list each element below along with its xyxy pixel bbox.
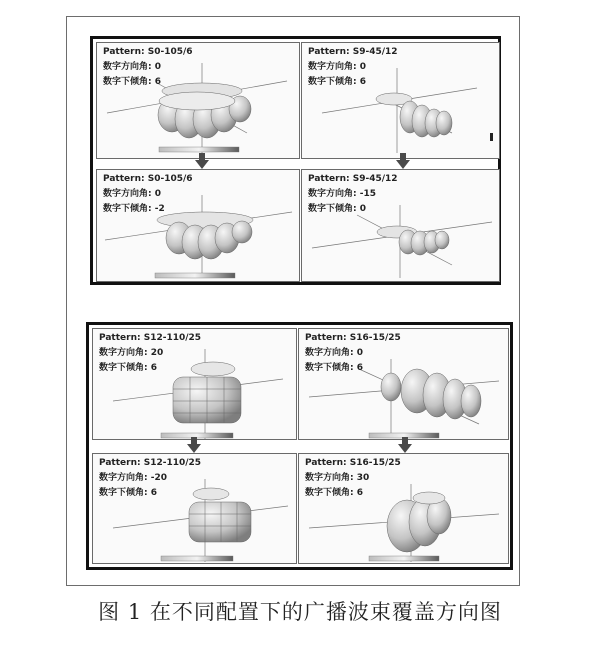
figure-caption: 图 1 在不同配置下的广播波束覆盖方向图 bbox=[98, 600, 502, 624]
panel-info bbox=[103, 45, 193, 90]
azimuth-label: 数字方向角: 20 bbox=[99, 348, 164, 358]
pattern-panel bbox=[301, 42, 500, 159]
tilt-label: 数字下倾角: 6 bbox=[103, 77, 161, 87]
azimuth-label: 数字方向角: -20 bbox=[99, 473, 167, 483]
azimuth-label: 数字方向角: -15 bbox=[308, 189, 376, 199]
pattern-label: Pattern: S9-45/12 bbox=[308, 174, 398, 184]
panel-info bbox=[308, 45, 398, 90]
panel-info bbox=[103, 172, 193, 217]
tilt-label: 数字下倾角: 0 bbox=[308, 204, 366, 214]
pattern-label: Pattern: S12-110/25 bbox=[99, 333, 202, 343]
azimuth-label: 数字方向角: 30 bbox=[305, 473, 370, 483]
down-arrow-icon bbox=[195, 153, 209, 169]
pattern-panel bbox=[96, 42, 300, 159]
azimuth-label: 数字方向角: 0 bbox=[305, 348, 363, 358]
panel-info bbox=[305, 331, 401, 376]
pattern-label: Pattern: S0-105/6 bbox=[103, 47, 193, 57]
panel-info bbox=[99, 331, 201, 376]
tilt-label: 数字下倾角: 6 bbox=[305, 363, 363, 373]
azimuth-label: 数字方向角: 0 bbox=[308, 62, 366, 72]
pattern-group-2 bbox=[86, 322, 513, 570]
down-arrow-icon bbox=[396, 153, 410, 169]
pattern-label: Pattern: S9-45/12 bbox=[308, 47, 398, 57]
pattern-panel bbox=[92, 453, 297, 564]
pattern-panel bbox=[92, 328, 297, 440]
pattern-label: Pattern: S12-110/25 bbox=[99, 458, 202, 468]
tilt-label: 数字下倾角: -2 bbox=[103, 204, 165, 214]
down-arrow-icon bbox=[398, 437, 412, 453]
pattern-label: Pattern: S16-15/25 bbox=[305, 333, 401, 343]
down-arrow-icon bbox=[187, 437, 201, 453]
panel-info bbox=[99, 456, 201, 501]
pattern-panel bbox=[298, 453, 509, 564]
pattern-panel bbox=[301, 169, 500, 282]
azimuth-label: 数字方向角: 0 bbox=[103, 189, 161, 199]
tilt-label: 数字下倾角: 6 bbox=[305, 488, 363, 498]
pattern-panel bbox=[298, 328, 509, 440]
pattern-label: Pattern: S16-15/25 bbox=[305, 458, 401, 468]
tilt-label: 数字下倾角: 6 bbox=[99, 488, 157, 498]
tilt-label: 数字下倾角: 6 bbox=[308, 77, 366, 87]
pattern-panel bbox=[96, 169, 300, 282]
panel-info bbox=[305, 456, 401, 501]
pattern-label: Pattern: S0-105/6 bbox=[103, 174, 193, 184]
pattern-group-1 bbox=[90, 36, 501, 285]
tilt-label: 数字下倾角: 6 bbox=[99, 363, 157, 373]
panel-info bbox=[308, 172, 398, 217]
azimuth-label: 数字方向角: 0 bbox=[103, 62, 161, 72]
